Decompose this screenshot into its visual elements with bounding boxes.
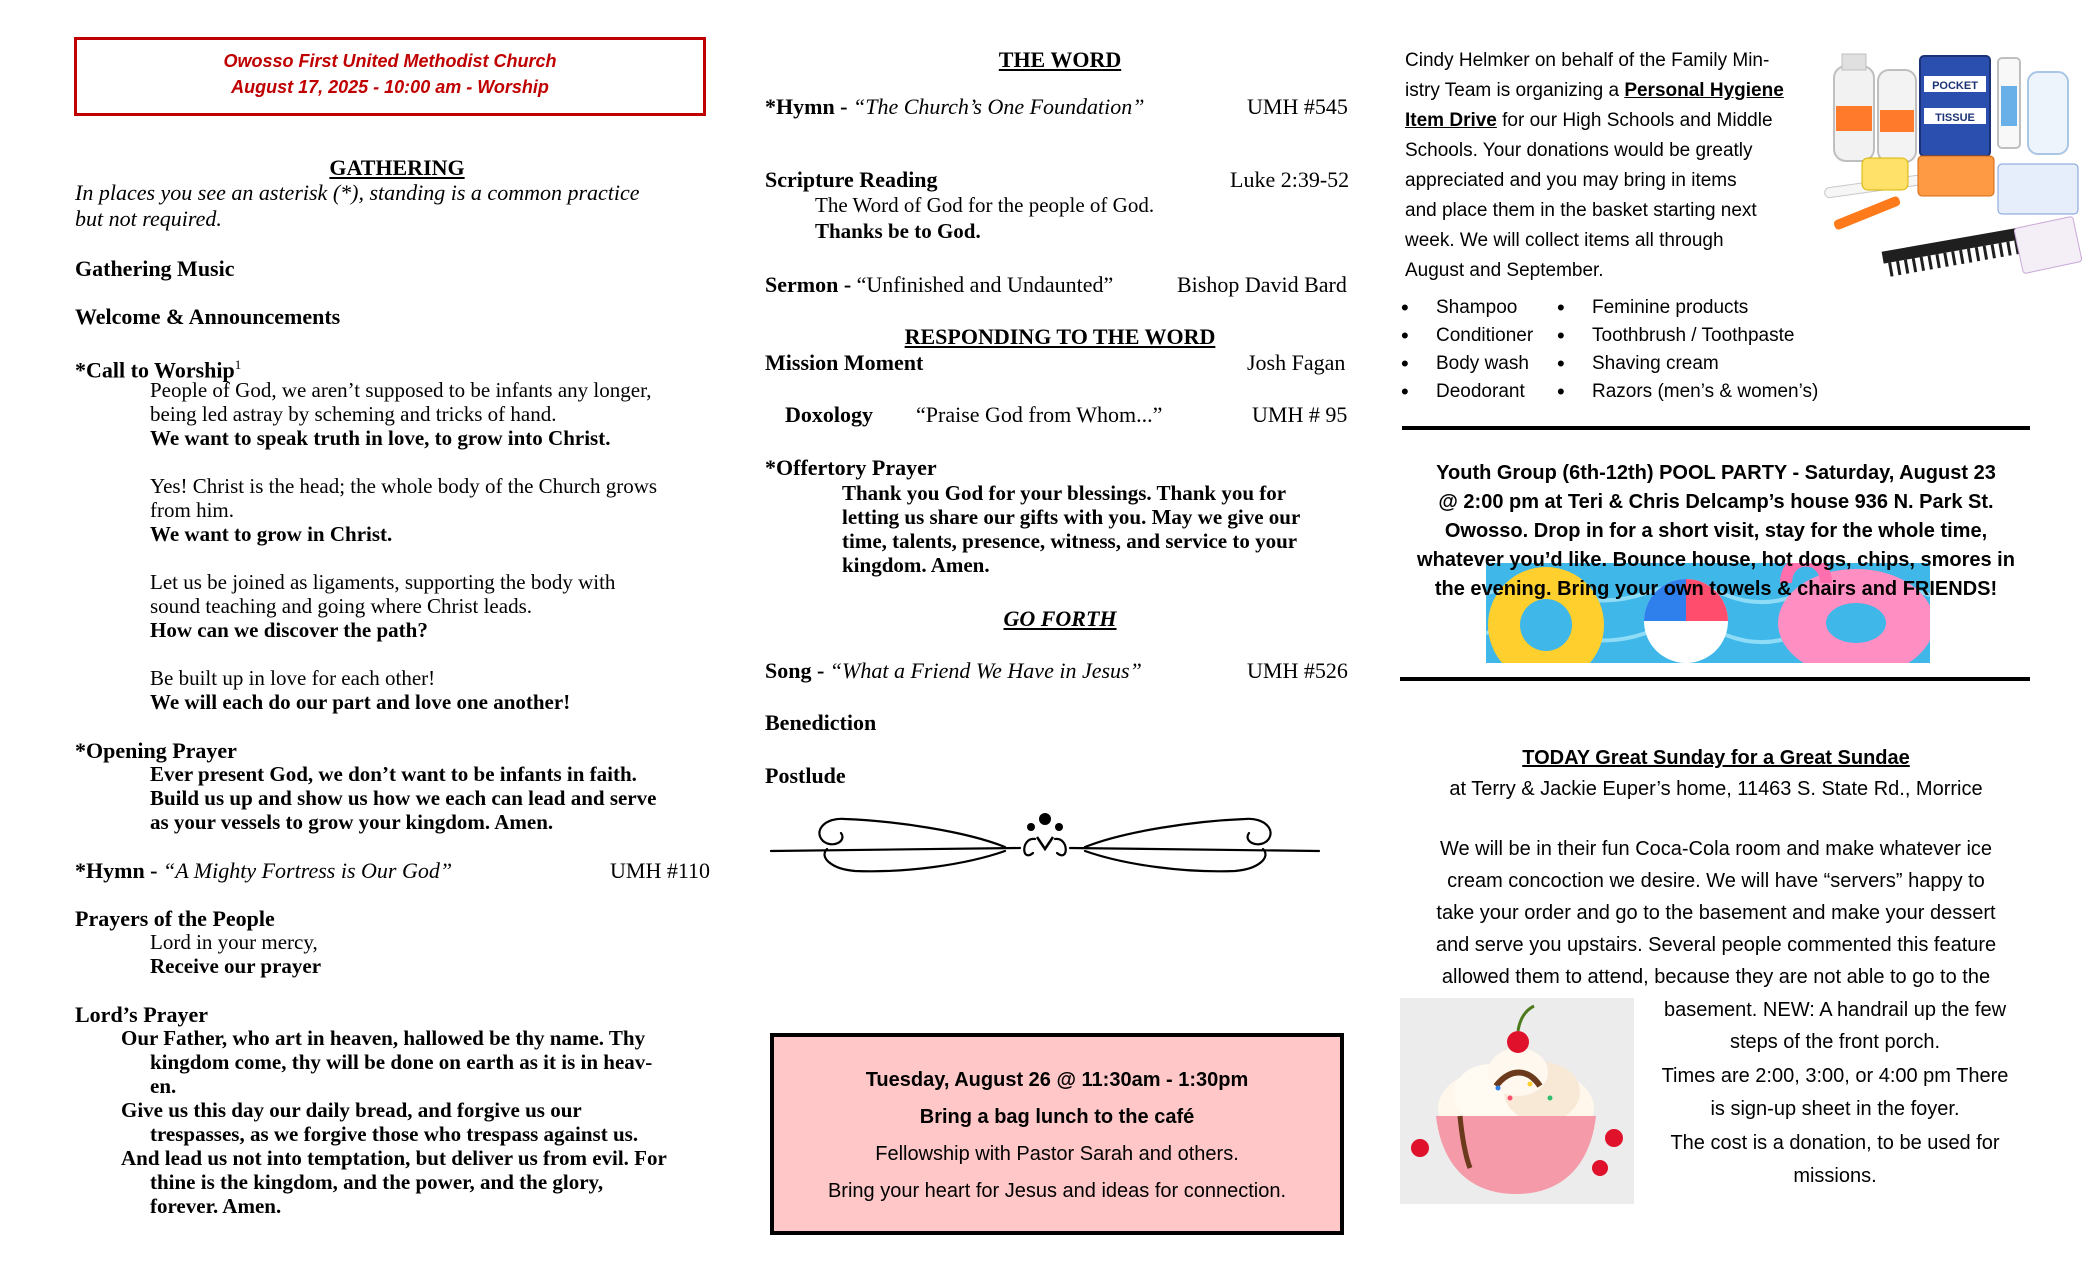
hygiene-items-left bbox=[1398, 294, 1533, 406]
lords-prayer-5: trespasses, as we forgive those who trespass against us. bbox=[150, 1122, 639, 1146]
hygiene-p4: Schools. Your donations would be greatly bbox=[1405, 140, 1753, 161]
hygiene-p5: appreciated and you may bring in items bbox=[1405, 170, 1737, 191]
hymn-2-number: UMH #545 bbox=[1247, 94, 1348, 119]
hygiene-p2 bbox=[1405, 76, 1784, 106]
tissue-label-top: POCKET bbox=[1932, 80, 1978, 92]
youth-line4: whatever you’d like. Bounce house, hot dogs, chips, smores in bbox=[1417, 549, 2015, 571]
list-item: • Shampoo bbox=[1398, 294, 1533, 322]
song-line bbox=[765, 658, 1142, 683]
cw2-response: We want to grow in Christ. bbox=[150, 522, 393, 546]
offertory-line4: kingdom. Amen. bbox=[842, 553, 990, 577]
sundae-line7: steps of the front porch. bbox=[1729, 1031, 1941, 1053]
cw4-line1: Be built up in love for each other! bbox=[150, 666, 436, 690]
sundae-line5: allowed them to attend, because they are not able to go to the bbox=[1441, 966, 1991, 988]
asterisk-note-line1: In places you see an asterisk (*), standing is a common practice bbox=[75, 180, 640, 205]
offertory-line1: Thank you God for your blessings. Thank you for bbox=[842, 481, 1287, 505]
opening-prayer-line1: Ever present God, we don’t want to be infants in faith. bbox=[150, 762, 637, 786]
youth-line5: the evening. Bring your own towels & chairs and FRIENDS! bbox=[1434, 578, 1998, 600]
hygiene-drive-link-1: Personal Hygiene bbox=[1624, 80, 1784, 101]
hygiene-p2-text: istry Team is organizing a bbox=[1405, 80, 1625, 101]
song-title: “What a Friend We Have in Jesus” bbox=[829, 658, 1142, 683]
hymn-1-line bbox=[75, 858, 452, 883]
hymn-1-label: *Hymn - bbox=[75, 858, 163, 883]
section-divider bbox=[1402, 426, 2030, 430]
cw1-line2: being led astray by scheming and tricks of hand. bbox=[150, 402, 557, 426]
prayers-people-line: Lord in your mercy, bbox=[150, 930, 318, 954]
list-item: • Deodorant bbox=[1398, 378, 1533, 406]
cw2-line1: Yes! Christ is the head; the whole body of the Church grows bbox=[150, 474, 658, 498]
mission-moment-label: Mission Moment bbox=[765, 350, 924, 375]
hygiene-p1: Cindy Helmker on behalf of the Family Min- bbox=[1405, 50, 1770, 71]
hygiene-p7: week. We will collect items all through bbox=[1405, 230, 1724, 251]
cw1-response: We want to speak truth in love, to grow into Christ. bbox=[150, 426, 611, 450]
lunch-instruction: Bring a bag lunch to the café bbox=[919, 1106, 1195, 1128]
doxology-title: “Praise God from Whom...” bbox=[916, 402, 1163, 427]
lords-prayer-2: kingdom come, thy will be done on earth as it is in heav- bbox=[150, 1050, 653, 1074]
prayers-people-response: Receive our prayer bbox=[150, 954, 322, 978]
sundae-line2: cream concoction we desire. We will have “servers” happy to bbox=[1447, 870, 1985, 892]
list-item: • Feminine products bbox=[1554, 294, 1818, 322]
go-forth-heading: GO FORTH bbox=[1003, 606, 1117, 631]
list-item: • Toothbrush / Toothpaste bbox=[1554, 322, 1818, 350]
welcome-announcements: Welcome & Announcements bbox=[75, 304, 341, 329]
hymn-2-title: “The Church’s One Foundation” bbox=[853, 94, 1145, 119]
lords-prayer-8: forever. Amen. bbox=[150, 1194, 282, 1218]
youth-line1: Youth Group (6th-12th) POOL PARTY - Saturday, August 23 bbox=[1436, 462, 1996, 484]
sermon-label: Sermon - bbox=[765, 272, 857, 297]
ice-cream-sundae-image bbox=[1400, 998, 1634, 1204]
doxology-number: UMH # 95 bbox=[1252, 402, 1348, 427]
lunch-fellowship: Fellowship with Pastor Sarah and others. bbox=[875, 1143, 1239, 1165]
hygiene-p8: August and September. bbox=[1405, 260, 1604, 281]
sundae-address: at Terry & Jackie Euper’s home, 11463 S. State Rd., Morrice bbox=[1449, 778, 1983, 800]
doxology-label: Doxology bbox=[785, 402, 873, 427]
lords-prayer-label: Lord’s Prayer bbox=[75, 1002, 208, 1027]
sundae-line6: basement. NEW: A handrail up the few bbox=[1663, 999, 2007, 1021]
list-item: • Razors (men’s & women’s) bbox=[1554, 378, 1818, 406]
lunch-date: Tuesday, August 26 @ 11:30am - 1:30pm bbox=[865, 1069, 1249, 1091]
cw3-line1: Let us be joined as ligaments, supporting the body with bbox=[150, 570, 616, 594]
benediction: Benediction bbox=[765, 710, 877, 735]
mission-moment-person: Josh Fagan bbox=[1247, 350, 1346, 375]
hymn-2-label: *Hymn - bbox=[765, 94, 853, 119]
hygiene-items-right bbox=[1554, 294, 1818, 406]
lunch-fellowship-box bbox=[770, 1033, 1344, 1235]
hygiene-kit-image bbox=[1822, 46, 2092, 286]
youth-line2: @ 2:00 pm at Teri & Chris Delcamp’s house 936 N. Park St. bbox=[1438, 491, 1994, 513]
gathering-heading: GATHERING bbox=[329, 155, 465, 180]
hygiene-p3-text: for our High Schools and Middle bbox=[1496, 110, 1773, 131]
sermon-preacher: Bishop David Bard bbox=[1177, 272, 1347, 297]
offertory-line2: letting us share our gifts with you. May we give our bbox=[842, 505, 1301, 529]
lords-prayer-7: thine is the kingdom, and the power, and the glory, bbox=[150, 1170, 604, 1194]
sermon-title: “Unfinished and Undaunted” bbox=[856, 272, 1114, 297]
sundae-line8: Times are 2:00, 3:00, or 4:00 pm There bbox=[1661, 1065, 2009, 1087]
hymn-1-title: “A Mighty Fortress is Our God” bbox=[163, 858, 453, 883]
responding-heading: RESPONDING TO THE WORD bbox=[904, 324, 1216, 349]
scripture-response: Thanks be to God. bbox=[815, 219, 981, 243]
song-label: Song - bbox=[765, 658, 830, 683]
hygiene-drive-link-2: Item Drive bbox=[1405, 110, 1497, 131]
bulletin-title-box bbox=[74, 37, 706, 116]
hymn-2-line bbox=[765, 94, 1145, 119]
list-item: • Body wash bbox=[1398, 350, 1533, 378]
list-item: • Conditioner bbox=[1398, 322, 1533, 350]
lords-prayer-6: And lead us not into temptation, but deliver us from evil. For bbox=[121, 1146, 667, 1170]
the-word-heading: THE WORD bbox=[998, 47, 1122, 72]
offertory-line3: time, talents, presence, witness, and service to your bbox=[842, 529, 1298, 553]
lords-prayer-1: Our Father, who art in heaven, hallowed be thy name. Thy bbox=[121, 1026, 646, 1050]
sermon-line bbox=[765, 272, 1113, 297]
call-to-worship-text: *Call to Worship bbox=[75, 357, 235, 383]
hygiene-p6: and place them in the basket starting next bbox=[1405, 200, 1757, 221]
asterisk-note-line2: but not required. bbox=[75, 206, 222, 231]
church-name: Owosso First United Methodist Church bbox=[223, 51, 557, 71]
gathering-music: Gathering Music bbox=[75, 256, 235, 281]
sundae-line3: take your order and go to the basement and make your dessert bbox=[1436, 902, 1996, 924]
postlude: Postlude bbox=[765, 763, 846, 788]
scripture-line: The Word of God for the people of God. bbox=[815, 193, 1155, 217]
sundae-line1: We will be in their fun Coca-Cola room and make whatever ice bbox=[1439, 838, 1993, 860]
section-divider bbox=[1400, 677, 2030, 681]
lords-prayer-4: Give us this day our daily bread, and forgive us our bbox=[121, 1098, 582, 1122]
footnote-marker: 1 bbox=[234, 357, 242, 372]
cw4-response: We will each do our part and love one another! bbox=[150, 690, 571, 714]
opening-prayer-line3: as your vessels to grow your kingdom. Amen. bbox=[150, 810, 554, 834]
hygiene-p3 bbox=[1405, 106, 1773, 136]
offertory-label: *Offertory Prayer bbox=[765, 455, 937, 480]
opening-prayer-line2: Build us up and show us how we each can lead and serve bbox=[150, 786, 657, 810]
sundae-line4: and serve you upstairs. Several people commented this feature bbox=[1435, 934, 1997, 956]
sundae-line9: is sign-up sheet in the foyer. bbox=[1710, 1098, 1960, 1120]
tissue-label-bottom: TISSUE bbox=[1935, 112, 1975, 124]
lunch-invite: Bring your heart for Jesus and ideas for connection. bbox=[827, 1180, 1287, 1202]
scripture-label: Scripture Reading bbox=[765, 167, 938, 192]
sundae-title: TODAY Great Sunday for a Great Sundae bbox=[1522, 747, 1910, 769]
lords-prayer-3: en. bbox=[150, 1074, 177, 1098]
prayers-people-label: Prayers of the People bbox=[75, 906, 275, 931]
cw1-line1: People of God, we aren’t supposed to be infants any longer, bbox=[150, 378, 652, 402]
list-item: • Shaving cream bbox=[1554, 350, 1818, 378]
service-date: August 17, 2025 - 10:00 am - Worship bbox=[231, 77, 549, 97]
song-number: UMH #526 bbox=[1247, 658, 1348, 683]
cw3-response: How can we discover the path? bbox=[150, 618, 428, 642]
hymn-1-number: UMH #110 bbox=[610, 858, 711, 883]
sundae-line11: missions. bbox=[1793, 1165, 1877, 1187]
cw2-line2: from him. bbox=[150, 498, 234, 522]
scripture-reference: Luke 2:39-52 bbox=[1230, 167, 1350, 192]
opening-prayer-label: *Opening Prayer bbox=[75, 738, 237, 763]
youth-line3: Owosso. Drop in for a short visit, stay for the whole time, bbox=[1444, 520, 1988, 542]
flourish-divider-ornament bbox=[765, 797, 1325, 877]
sundae-line10: The cost is a donation, to be used for bbox=[1670, 1132, 2000, 1154]
cw3-line2: sound teaching and going where Christ leads. bbox=[150, 594, 532, 618]
